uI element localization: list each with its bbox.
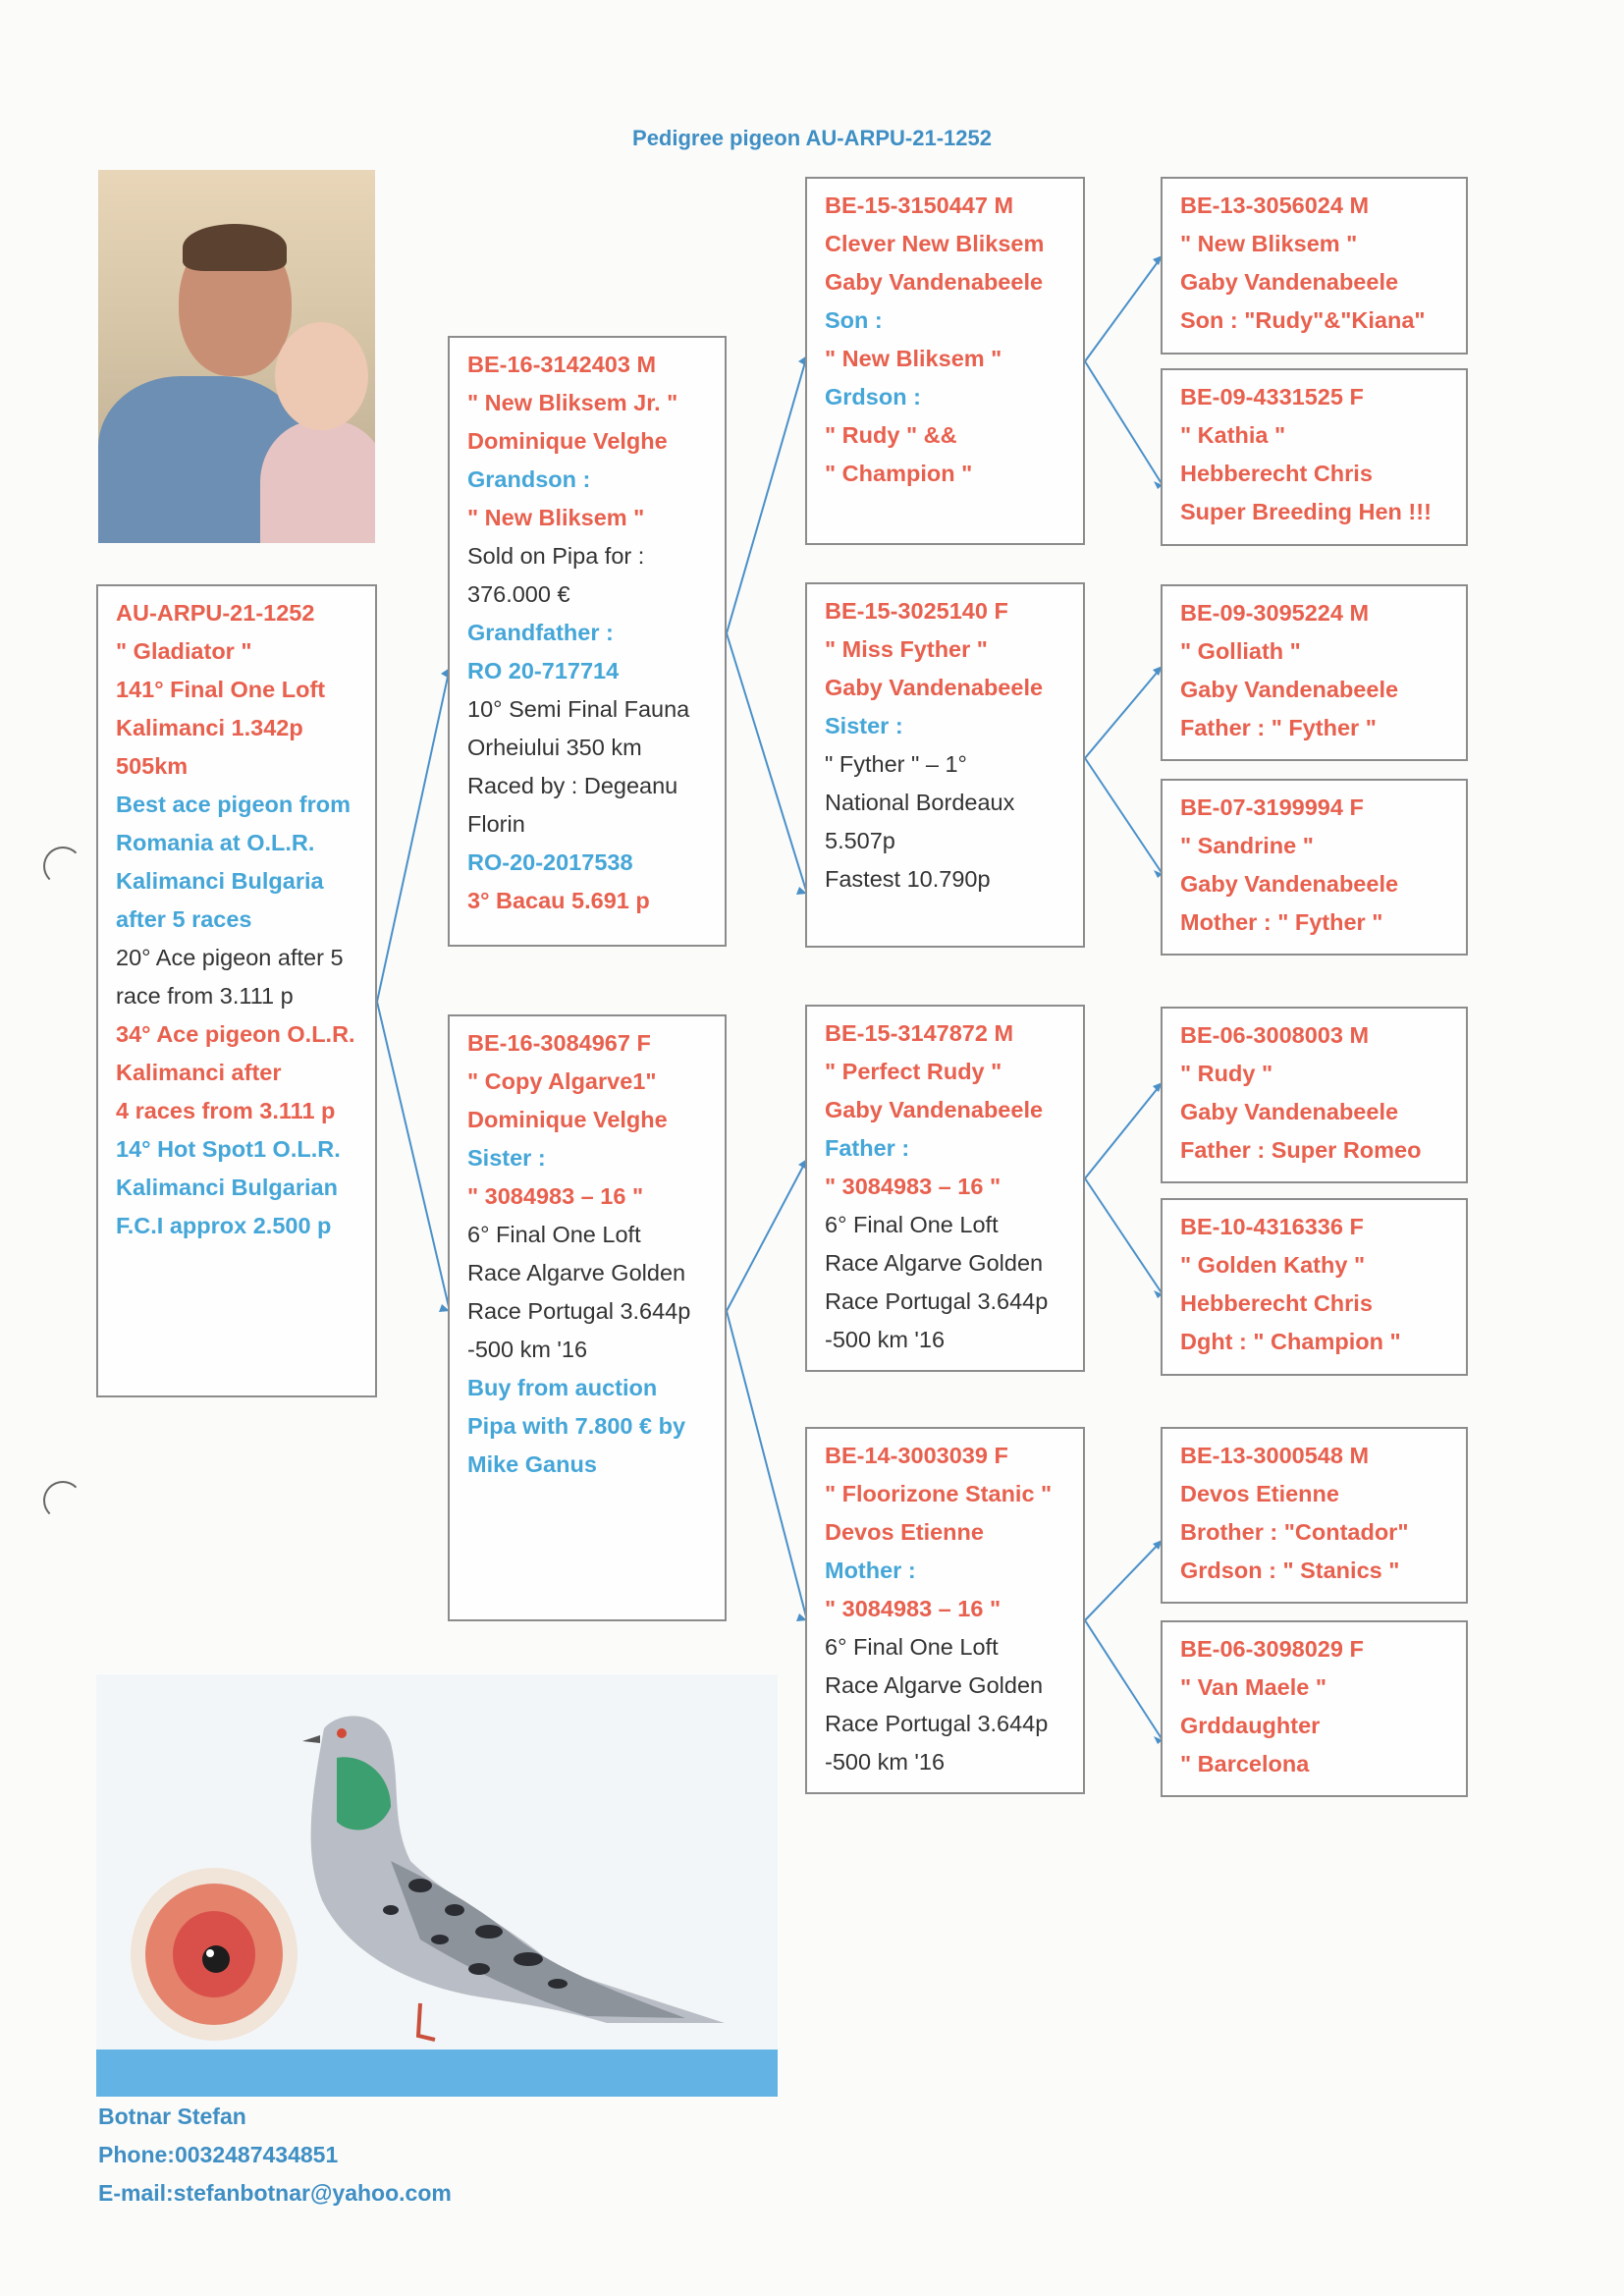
card-line: -500 km '16	[825, 1327, 946, 1352]
contact-email: E-mail:stefanbotnar@yahoo.com	[98, 2180, 452, 2206]
card-line: Grdson : " Stanics "	[1180, 1558, 1400, 1583]
card-line: " Van Maele "	[1180, 1674, 1326, 1700]
card-line: BE-16-3084967 F	[467, 1030, 651, 1056]
card-line: Mother : " Fyther "	[1180, 909, 1383, 935]
card-line: Grddaughter	[1180, 1713, 1321, 1738]
card-line: " 3084983 – 16 "	[467, 1183, 644, 1209]
card-line: Clever New Bliksem	[825, 231, 1045, 256]
card-line: 376.000 €	[467, 581, 570, 607]
card-line: Pipa with 7.800 € by	[467, 1413, 686, 1439]
subject-pigeon-card	[96, 584, 377, 1397]
card-line: Gaby Vandenabeele	[825, 1097, 1044, 1122]
card-line: 10° Semi Final Fauna	[467, 696, 690, 722]
card-line: Romania at O.L.R.	[116, 830, 315, 855]
card-line: 4 races from 3.111 p	[116, 1098, 336, 1123]
card-line: Gaby Vandenabeele	[825, 269, 1044, 295]
card-line: 3° Bacau 5.691 p	[467, 888, 650, 913]
sire-sire-sire-card	[1161, 177, 1468, 355]
card-line: " 3084983 – 16 "	[825, 1596, 1001, 1621]
card-line: Best ace pigeon from	[116, 792, 351, 817]
card-line: RO 20-717714	[467, 658, 620, 683]
card-line: Orheiului 350 km	[467, 735, 642, 760]
sire-dam-dam-card	[1161, 779, 1468, 956]
card-line: BE-13-3056024 M	[1180, 192, 1370, 218]
card-line: BE-10-4316336 F	[1180, 1214, 1364, 1239]
card-line: Race Algarve Golden	[467, 1260, 686, 1285]
card-line: 6° Final One Loft	[825, 1634, 999, 1660]
card-line: Hebberecht Chris	[1180, 1290, 1373, 1316]
card-line: Devos Etienne	[825, 1519, 984, 1545]
card-line: 5.507p	[825, 828, 895, 853]
page-title: Pedigree pigeon AU-ARPU-21-1252	[632, 126, 992, 150]
sire-dam-card	[805, 582, 1085, 948]
card-line: " Rudy " &&	[825, 422, 957, 448]
card-line: Gaby Vandenabeele	[1180, 871, 1399, 897]
card-line: 14° Hot Spot1 O.L.R.	[116, 1136, 341, 1162]
card-line: " Miss Fyther "	[825, 636, 988, 662]
card-line: " New Bliksem "	[467, 505, 645, 530]
card-line: " Gladiator "	[116, 638, 252, 664]
card-line: " Golden Kathy "	[1180, 1252, 1366, 1278]
card-line: " Copy Algarve1"	[467, 1068, 657, 1094]
card-line: Raced by : Degeanu	[467, 773, 678, 798]
card-line: " New Bliksem Jr. "	[467, 390, 678, 415]
card-line: Devos Etienne	[1180, 1481, 1339, 1506]
card-line: BE-09-4331525 F	[1180, 384, 1364, 410]
card-line: " Sandrine "	[1180, 833, 1314, 858]
card-line: BE-15-3147872 M	[825, 1020, 1014, 1046]
dam-dam-dam-card	[1161, 1620, 1468, 1797]
card-line: after 5 races	[116, 906, 252, 932]
card-line: Race Algarve Golden	[825, 1672, 1044, 1698]
card-line: 141° Final One Loft	[116, 677, 326, 702]
card-line: " Golliath "	[1180, 638, 1301, 664]
card-line: BE-06-3098029 F	[1180, 1636, 1364, 1662]
card-line: Race Portugal 3.644p	[825, 1711, 1049, 1736]
card-line: 505km	[116, 753, 189, 779]
card-line: race from 3.111 p	[116, 983, 294, 1009]
card-line: BE-06-3008003 M	[1180, 1022, 1370, 1048]
card-line: " New Bliksem "	[1180, 231, 1358, 256]
card-line: " 3084983 – 16 "	[825, 1174, 1001, 1199]
card-line: Race Algarve Golden	[825, 1250, 1044, 1276]
card-line: " Kathia "	[1180, 422, 1286, 448]
card-line: Kalimanci Bulgaria	[116, 868, 324, 894]
card-line: BE-13-3000548 M	[1180, 1443, 1370, 1468]
dam-card	[448, 1014, 727, 1621]
card-line: Brother : "Contador"	[1180, 1519, 1409, 1545]
card-line: Kalimanci 1.342p	[116, 715, 303, 740]
card-line: Hebberecht Chris	[1180, 461, 1373, 486]
sire-sire-dam-card	[1161, 368, 1468, 546]
card-line: " Rudy "	[1180, 1061, 1273, 1086]
card-line: Sold on Pipa for :	[467, 543, 645, 569]
card-line: Dominique Velghe	[467, 428, 668, 454]
card-line: 34° Ace pigeon O.L.R.	[116, 1021, 355, 1047]
card-line: BE-14-3003039 F	[825, 1443, 1008, 1468]
dam-dam-sire-card	[1161, 1427, 1468, 1604]
card-line: BE-15-3150447 M	[825, 192, 1014, 218]
card-line: Kalimanci after	[116, 1060, 282, 1085]
card-line: 6° Final One Loft	[467, 1222, 641, 1247]
contact-name: Botnar Stefan	[98, 2104, 246, 2129]
card-line: BE-09-3095224 M	[1180, 600, 1370, 626]
card-line: F.C.I approx 2.500 p	[116, 1213, 332, 1238]
card-line: Grdson :	[825, 384, 921, 410]
card-line: Father : " Fyther "	[1180, 715, 1377, 740]
card-line: Gaby Vandenabeele	[1180, 269, 1399, 295]
card-line: -500 km '16	[467, 1337, 588, 1362]
card-line: Race Portugal 3.644p	[467, 1298, 691, 1324]
card-line: Florin	[467, 811, 525, 837]
card-line: Grandfather :	[467, 620, 614, 645]
pigeon-card-banner	[96, 2050, 778, 2097]
contact-phone: Phone:0032487434851	[98, 2142, 339, 2167]
dam-sire-card	[805, 1005, 1085, 1372]
card-line: Sister :	[825, 713, 903, 738]
dam-dam-card	[805, 1427, 1085, 1794]
card-line: BE-15-3025140 F	[825, 598, 1008, 624]
pigeon-illustration	[96, 1674, 778, 2097]
card-line: Sister :	[467, 1145, 546, 1171]
card-line: " Barcelona	[1180, 1751, 1310, 1777]
card-line: " Fyther " – 1°	[825, 751, 967, 777]
card-line: Gaby Vandenabeele	[1180, 1099, 1399, 1124]
card-line: Father : Super Romeo	[1180, 1137, 1422, 1163]
card-line: Grandson :	[467, 466, 591, 492]
card-line: Mike Ganus	[467, 1451, 597, 1477]
card-line: -500 km '16	[825, 1749, 946, 1775]
dam-sire-sire-card	[1161, 1007, 1468, 1183]
card-line: National Bordeaux	[825, 790, 1015, 815]
card-line: Fastest 10.790p	[825, 866, 991, 892]
card-line: Son :	[825, 307, 883, 333]
card-line: " Perfect Rudy "	[825, 1059, 1002, 1084]
card-line: " Champion "	[825, 461, 973, 486]
card-line: 6° Final One Loft	[825, 1212, 999, 1237]
card-line: " New Bliksem "	[825, 346, 1002, 371]
card-line: Gaby Vandenabeele	[1180, 677, 1399, 702]
card-line: Father :	[825, 1135, 910, 1161]
card-line: Super Breeding Hen !!!	[1180, 499, 1432, 524]
pigeon-photo-card	[96, 1674, 778, 2097]
card-line: Kalimanci Bulgarian	[116, 1175, 338, 1200]
card-line: Buy from auction	[467, 1375, 658, 1400]
dam-sire-dam-card	[1161, 1198, 1468, 1376]
sire-sire-card	[805, 177, 1085, 545]
sire-card	[448, 336, 727, 947]
card-line: Son : "Rudy"&"Kiana"	[1180, 307, 1426, 333]
card-line: " Floorizone Stanic "	[825, 1481, 1053, 1506]
card-line: Gaby Vandenabeele	[825, 675, 1044, 700]
card-line: BE-16-3142403 M	[467, 352, 657, 377]
card-line: Race Portugal 3.644p	[825, 1288, 1049, 1314]
card-line: AU-ARPU-21-1252	[116, 600, 315, 626]
card-line: Dominique Velghe	[467, 1107, 668, 1132]
sire-dam-sire-card	[1161, 584, 1468, 761]
card-line: 20° Ace pigeon after 5	[116, 945, 344, 970]
card-line: Dght : " Champion "	[1180, 1329, 1401, 1354]
card-line: BE-07-3199994 F	[1180, 794, 1364, 820]
card-line: Mother :	[825, 1558, 916, 1583]
card-line: RO-20-2017538	[467, 849, 633, 875]
